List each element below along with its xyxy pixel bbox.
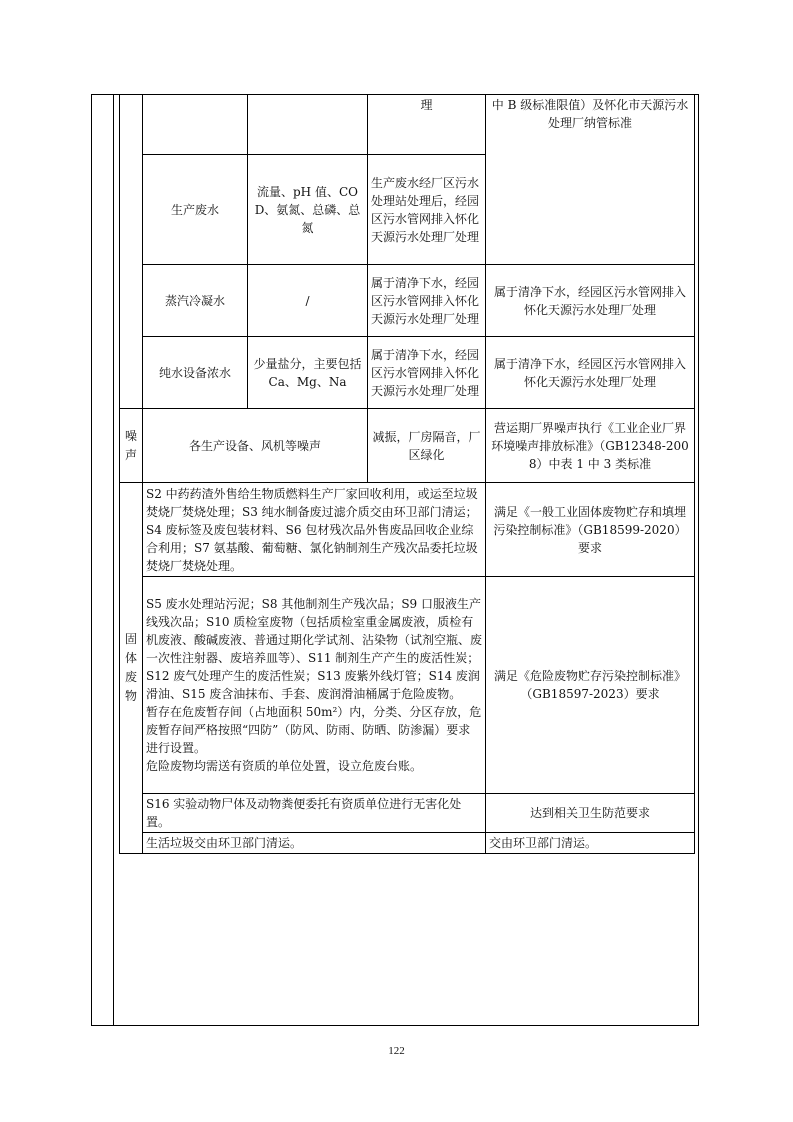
animal-waste-standard: 达到相关卫生防范要求	[486, 794, 695, 833]
hazardous-waste-storage: 暂存在危废暂存间（占地面积 50m²）内，分类、分区存放，危废暂存间严格按照“四防”（防风、防雨、防晒、防渗漏）要求进行设置。	[146, 705, 482, 755]
pure-water-concentrate-name: 纯水设备浓水	[143, 337, 248, 409]
general-solid-waste-measure: S2 中药药渣外售给生物质燃料生产厂家回收利用，或运至垃圾焚烧厂焚烧处理；S3 纯水制备废过滤介质交由环卫部门清运；S4 废标签及废包装材料、S6 包材残次品外售废品回收企业综合利用；S7 氨基酸、葡萄糖、氯化钠制剂生产残次品委托垃圾焚烧厂焚烧处理。	[143, 483, 486, 577]
cont-pollutant-cell	[248, 95, 368, 155]
noise-standard: 营运期厂界噪声执行《工业企业厂界环境噪声排放标准》（GB12348-2008）中表 1 中 3 类标准	[486, 409, 695, 483]
pure-water-concentrate-pollutants: 少量盐分，主要包括 Ca、Mg、Na	[248, 337, 368, 409]
production-wastewater-name: 生产废水	[143, 155, 248, 265]
cont-standard-cell: 中 B 级标准限值）及怀化市天源污水处理厂纳管标准	[486, 95, 695, 265]
pollution-control-table	[119, 94, 695, 854]
steam-condensate-pollutants: /	[248, 265, 368, 337]
noise-source: 各生产设备、风机等噪声	[143, 409, 368, 483]
production-wastewater-measure: 生产废水经厂区污水处理站处理后，经园区污水管网排入怀化天源污水处理厂处理	[368, 155, 486, 265]
solid-waste-category-label: 固体废物	[120, 483, 143, 854]
table-row	[120, 577, 695, 794]
table-row	[120, 483, 695, 577]
wastewater-category-cell	[120, 95, 143, 409]
table-row	[120, 265, 695, 337]
hazardous-waste-list: S5 废水处理站污泥；S8 其他制剂生产残次品；S9 口服液生产线残次品；S10 质检室废物（包括质检室重金属废液，质检有机废液、酸碱废液、普通过期化学试剂、沾染物（试剂空瓶、废一次性注射器、废培养皿等）、S11 制剂生产产生的废活性炭；S12 废气处理产生的废活性炭；S13 废紫外线灯管；S14 废润滑油、S15 废含油抹布、手套、废润滑油桶属于危险废物。	[146, 597, 483, 701]
general-solid-waste-standard: 满足《一般工业固体废物贮存和填埋污染控制标准》（GB18599-2020）要求	[486, 483, 695, 577]
steam-condensate-name: 蒸汽冷凝水	[143, 265, 248, 337]
page-number: 122	[388, 1045, 405, 1057]
steam-condensate-measure: 属于清净下水，经园区污水管网排入怀化天源污水处理厂处理	[368, 265, 486, 337]
table-row	[120, 409, 695, 483]
cont-name-cell	[143, 95, 248, 155]
table-row	[120, 794, 695, 833]
hazardous-waste-measure	[143, 577, 486, 794]
domestic-waste-measure: 生活垃圾交由环卫部门清运。	[143, 833, 486, 854]
frame-inner-line	[113, 94, 114, 1026]
pure-water-concentrate-standard: 属于清净下水，经园区污水管网排入怀化天源污水处理厂处理	[486, 337, 695, 409]
domestic-waste-standard: 交由环卫部门清运。	[486, 833, 695, 854]
production-wastewater-pollutants: 流量、pH 值、COD、氨氮、总磷、总氮	[248, 155, 368, 265]
noise-category-label: 噪声	[120, 409, 143, 483]
hazardous-waste-disposal: 危险废物均需送有资质的单位处置，设立危废台账。	[146, 759, 423, 773]
pure-water-concentrate-measure: 属于清净下水，经园区污水管网排入怀化天源污水处理厂处理	[368, 337, 486, 409]
noise-measure: 减振，厂房隔音，厂区绿化	[368, 409, 486, 483]
table-row	[120, 95, 695, 155]
cont-measure-cell: 理	[368, 95, 486, 155]
table-row	[120, 337, 695, 409]
hazardous-waste-standard: 满足《危险废物贮存污染控制标准》（GB18597-2023）要求	[486, 577, 695, 794]
steam-condensate-standard: 属于清净下水，经园区污水管网排入怀化天源污水处理厂处理	[486, 265, 695, 337]
animal-waste-measure: S16 实验动物尸体及动物粪便委托有资质单位进行无害化处置。	[143, 794, 486, 833]
table-row	[120, 833, 695, 854]
